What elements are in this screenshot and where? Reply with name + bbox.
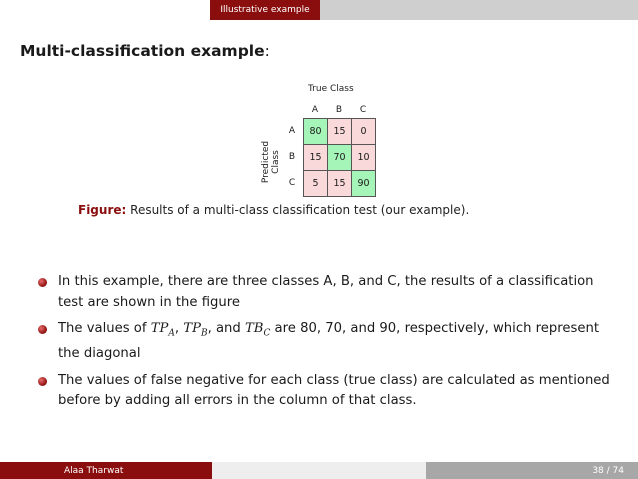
row-label-c: C: [288, 178, 296, 188]
bullet-item: [38, 272, 618, 313]
bullet-item: [38, 319, 618, 365]
confusion-matrix: [250, 82, 380, 192]
footer-bar: [0, 462, 638, 479]
bullet-text-part1: The values of: [58, 321, 151, 336]
bullet-text: In this example, there are three classes A, B, and C, the results of a classification test are shown in the figure: [58, 274, 594, 310]
math-tp-b: [183, 321, 208, 339]
row-label-a: A: [288, 126, 296, 136]
bullet-icon: [38, 278, 47, 287]
header-right: [320, 0, 638, 20]
true-class-label: True Class: [308, 84, 354, 94]
figure-caption: [78, 203, 469, 217]
math-tp: TP: [150, 321, 169, 336]
math-tb: TB: [244, 321, 264, 336]
matrix-cell: 90: [352, 171, 376, 197]
bullet-text-part2: are 80, 70, and 90, respectively, which represent the diagonal: [58, 321, 600, 362]
row-label-b: B: [288, 152, 296, 162]
bullet-list: [38, 272, 618, 418]
figure-label: Figure:: [78, 203, 127, 217]
footer-middle: [212, 462, 426, 479]
footer-page-number: 38 / 74: [426, 462, 638, 479]
footer-author[interactable]: Alaa Tharwat: [0, 462, 212, 479]
predicted-label-line2: Class: [271, 150, 281, 174]
matrix-cell: 70: [328, 145, 352, 171]
col-label-c: C: [359, 105, 367, 115]
col-label-b: B: [335, 105, 343, 115]
bullet-item: [38, 371, 618, 412]
slide-title-text: Multi-classification example: [20, 42, 265, 60]
header-bar: [0, 0, 638, 20]
bullet-icon: [38, 377, 47, 386]
matrix-cell: 15: [328, 171, 352, 197]
matrix-cell: 80: [304, 119, 328, 145]
math-sub-c: C: [263, 328, 271, 339]
bullet-icon: [38, 325, 47, 334]
matrix-cell: 15: [304, 145, 328, 171]
section-title[interactable]: Illustrative example: [210, 0, 320, 20]
col-label-a: A: [311, 105, 319, 115]
math-sep1: ,: [174, 321, 184, 336]
matrix-grid: [303, 118, 376, 197]
figure-caption-text: Results of a multi-class classification test (our example).: [130, 203, 470, 217]
math-tb-c: [244, 321, 271, 339]
slide-title: [20, 42, 270, 60]
predicted-label-line1: Predicted: [261, 140, 271, 184]
math-sub-a: A: [168, 328, 175, 339]
math-tp: TP: [183, 321, 201, 336]
predicted-class-label: [261, 137, 281, 187]
matrix-cell: 10: [352, 145, 376, 171]
math-sep2: , and: [207, 321, 245, 336]
matrix-cell: 5: [304, 171, 328, 197]
slide-title-colon: :: [264, 42, 270, 60]
math-tp-a: [150, 321, 175, 339]
matrix-cell: 0: [352, 119, 376, 145]
header-left: [0, 0, 210, 20]
bullet-text: The values of false negative for each class (true class) are calculated as mentioned before by adding all errors in the column of that class.: [58, 372, 610, 409]
math-sub-b: B: [200, 328, 208, 339]
matrix-cell: 15: [328, 119, 352, 145]
